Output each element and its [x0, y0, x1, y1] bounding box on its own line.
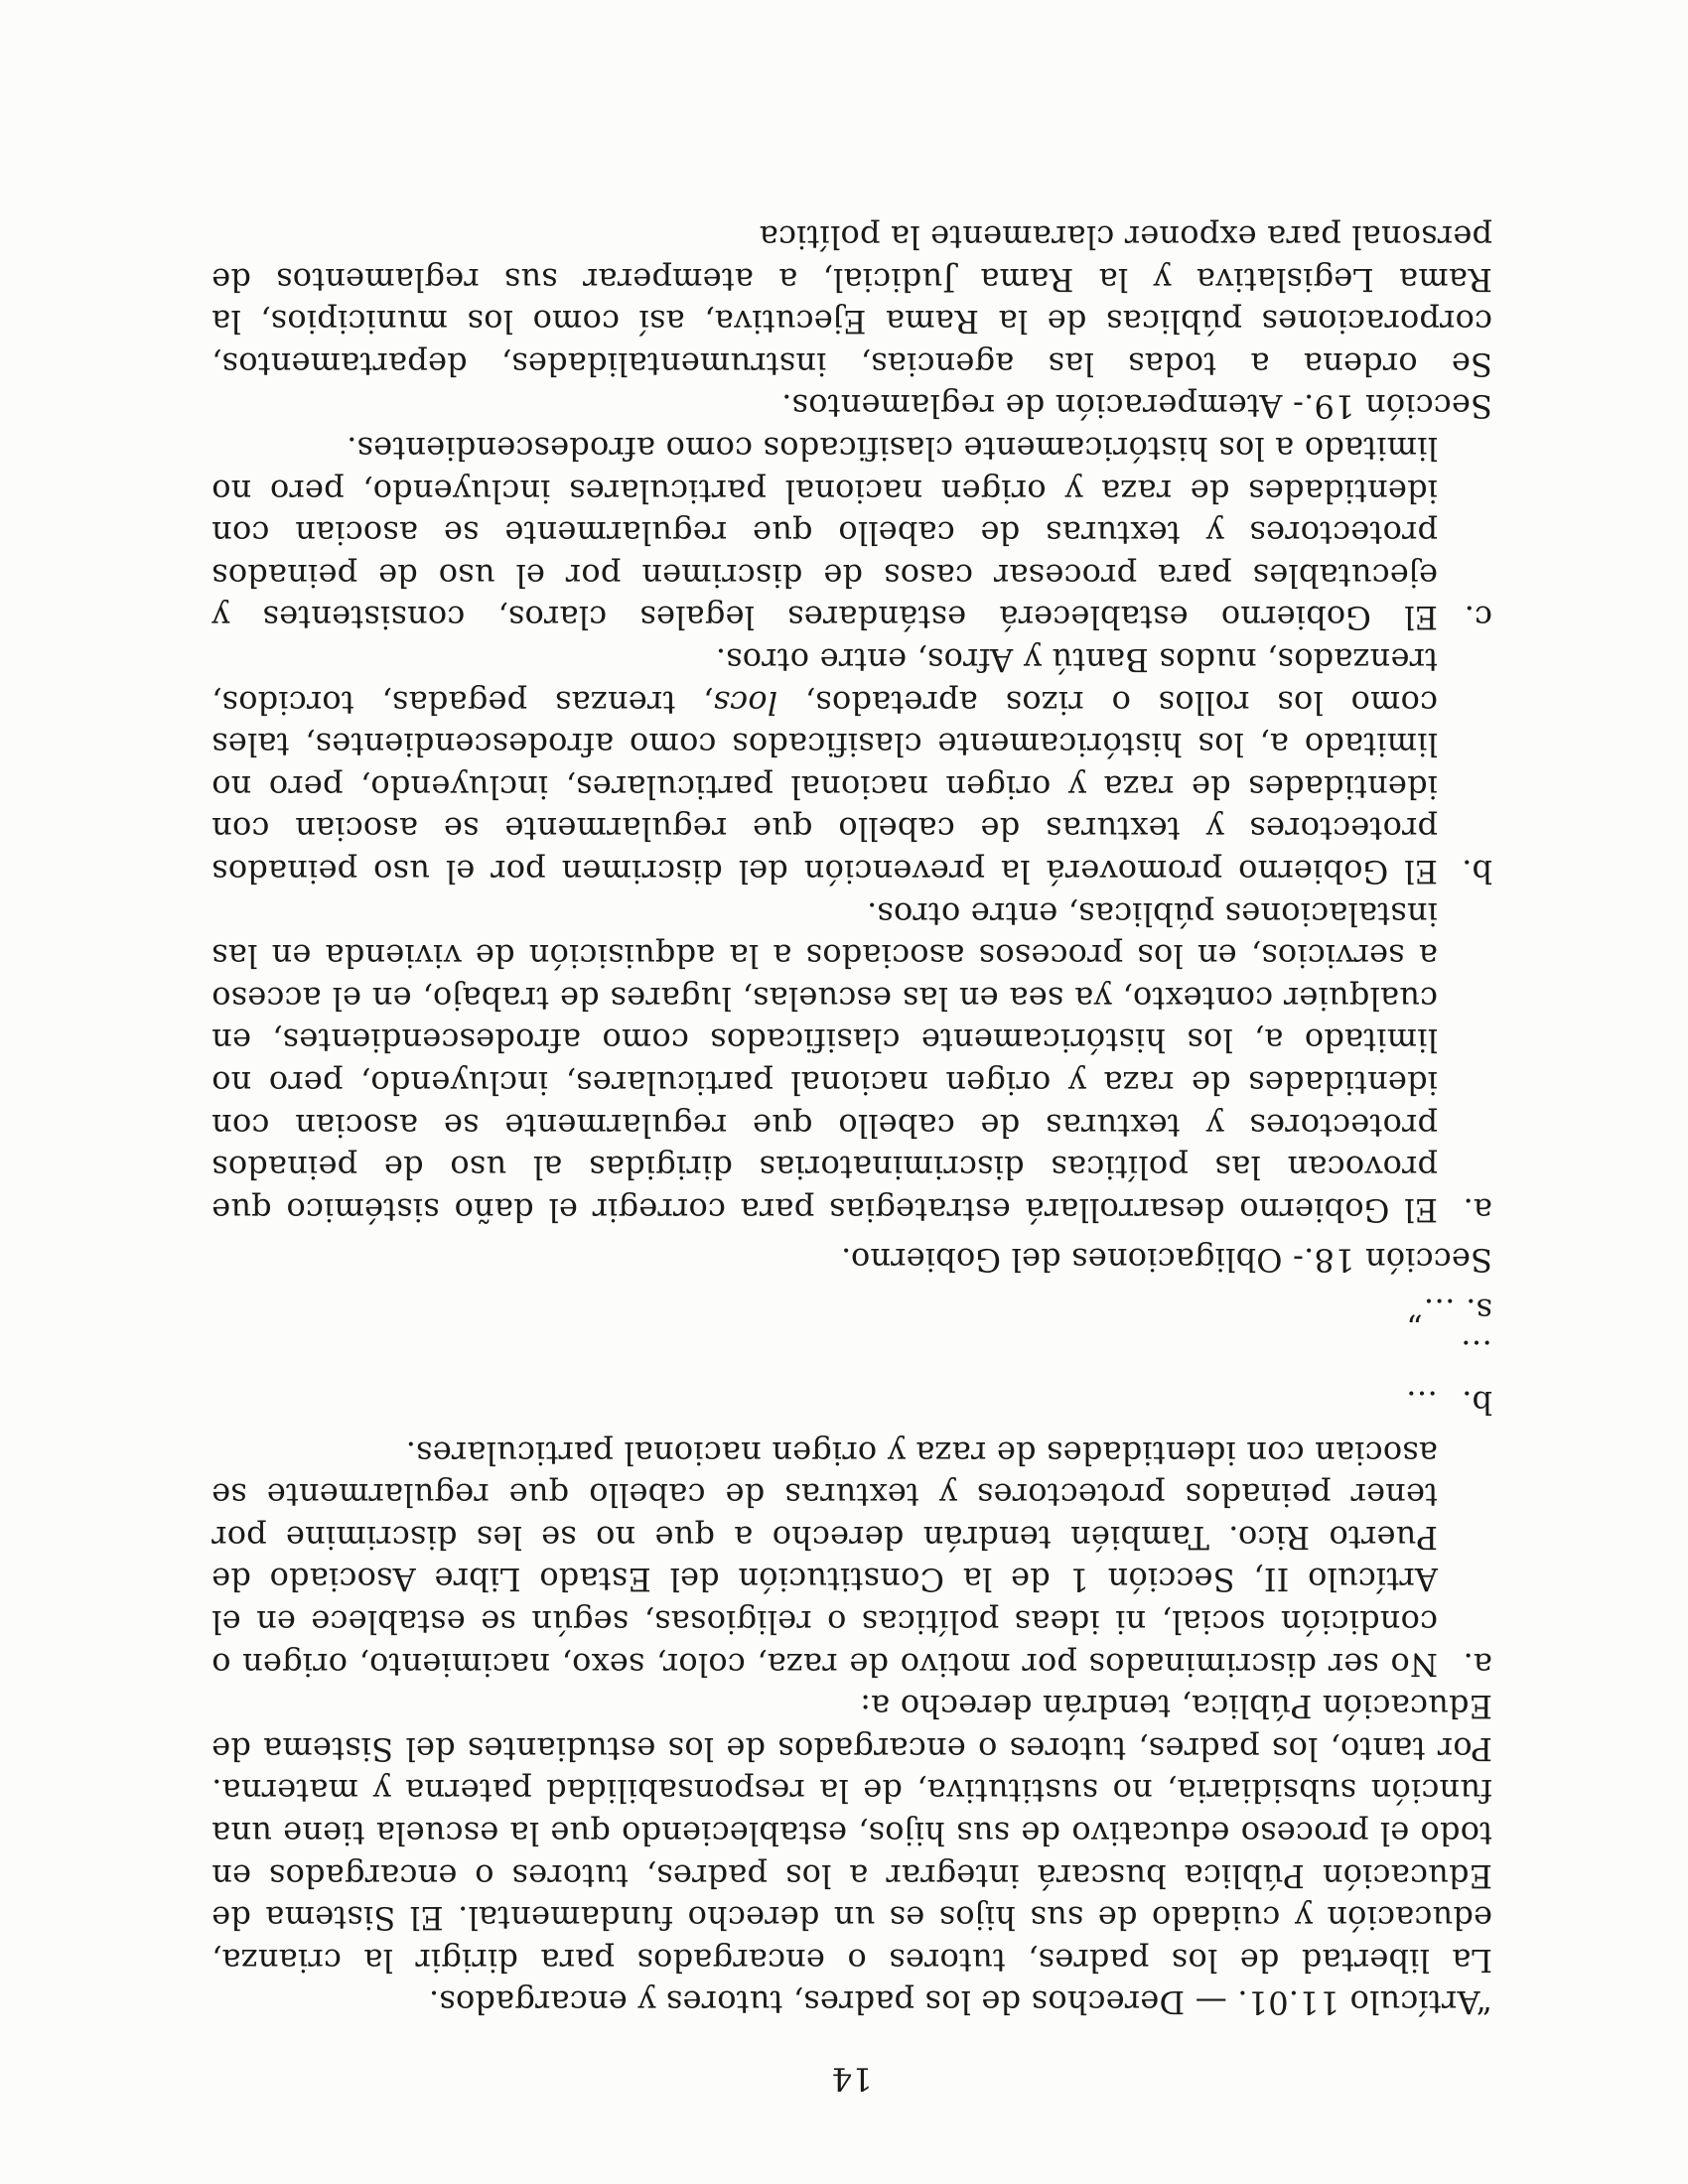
article-item-b	[211, 1382, 1492, 1425]
item-text: …	[1405, 1384, 1438, 1423]
item-label: b.	[1461, 1384, 1492, 1423]
section-19-text: Se ordena a todas las agencias, instrumentalidades, departamentos, corporaciones públicas de la Rama Ejecutiva, así como los municipios, la Rama Legislativa y la Rama Judicial, a atemperar sus reglamentos de personal para exponer claramente la política	[211, 218, 1492, 383]
omitted-items-ellipsis: …	[1460, 1333, 1492, 1372]
article-item-s: s. …”	[1406, 1291, 1492, 1329]
item-text	[211, 638, 1438, 892]
item-text: El Gobierno desarrollará estrategias para corregir el daño sistémico que provocan las políticas discriminatorias dirigidas al uso de peinados protectores y texturas de cabello que regularmente se asocian con identidades de raza y origen nacional particulares, incluyendo, pero no limitado a, los históricamente clasificados como afrodescendientes, en cualquier contexto, ya sea en las escuelas, lugares de trabajo, en el acceso a servicios, en los procesos asociados a la adquisición de vivienda en las instalaciones públicas, entre otros.	[211, 894, 1438, 1229]
item-label: b.	[1461, 852, 1492, 890]
item-label: a.	[1463, 1645, 1492, 1684]
section-18-item-c	[211, 427, 1492, 638]
item-label: c.	[1464, 599, 1492, 637]
item-label: a.	[1463, 1190, 1492, 1229]
item-text: No ser discriminados por motivo de raza, color, sexo, nacimiento, origen o condición social, ni ideas políticas o religiosas, según se establece en el Artículo II, Sección 1 de la Constitución del Estado Libre Asociado de Puerto Rico. También tendrán derecho a que no se les discrimine por tener peinados protectores y texturas de cabello que regularmente se asocian con identidades de raza y origen nacional particulares.	[211, 1433, 1438, 1684]
section-19-heading: Sección 19.- Atemperación de reglamentos.	[781, 387, 1492, 426]
section-18-item-a	[211, 892, 1492, 1231]
page-number: 14	[831, 2060, 873, 2098]
item-text-italic: locs	[713, 683, 778, 722]
article-intro: La libertad de los padres, tutores o encargados para dirigir la crianza, educación y cuidado de sus hijos es un derecho fundamental. El Sistema de Educación Pública buscará integrar a los padres, tutores o encargados en todo el proceso educativo de sus hijos, estableciendo que la escuela tiene una función subsidiaria, no sustitutiva, de la responsabilidad paterna y materna. Por tanto, los padres, tutores o encargados de los estudiantes del Sistema de Educación Pública, tendrán derecho a:	[211, 1688, 1492, 1979]
article-title: “Artículo 11.01. — Derechos de los padres, tutores y encargados.	[428, 1983, 1492, 2022]
section-18-heading: Sección 18.- Obligaciones del Gobierno.	[840, 1241, 1492, 1280]
article-item-a	[211, 1432, 1492, 1686]
item-text: El Gobierno establecerá estándares legales claros, consistentes y ejecutables para procesar casos de discrimen por el uso de peinados protectores y texturas de cabello que regularmente se asocian con identidades de raza y origen nacional particulares incluyendo, pero no limitado a los históricamente clasificados como afrodescendientes.	[211, 430, 1438, 637]
page-content	[211, 215, 1492, 2100]
section-18-item-b	[211, 638, 1492, 892]
item-text-part: , trenzas pegadas, torcidos, trenzados, nudos Bantú y Afros, entre otros.	[211, 641, 1438, 722]
item-text-part: El Gobierno promoverá la prevención del discrimen por el uso peinados protectores y texturas de cabello que regularmente se asocian con identidades de raza y origen nacional particulares, incluyendo, pero no limitado a, los históricamente clasificados como afrodescendientes, tales como los rollos o rizos apretados,	[211, 683, 1438, 890]
